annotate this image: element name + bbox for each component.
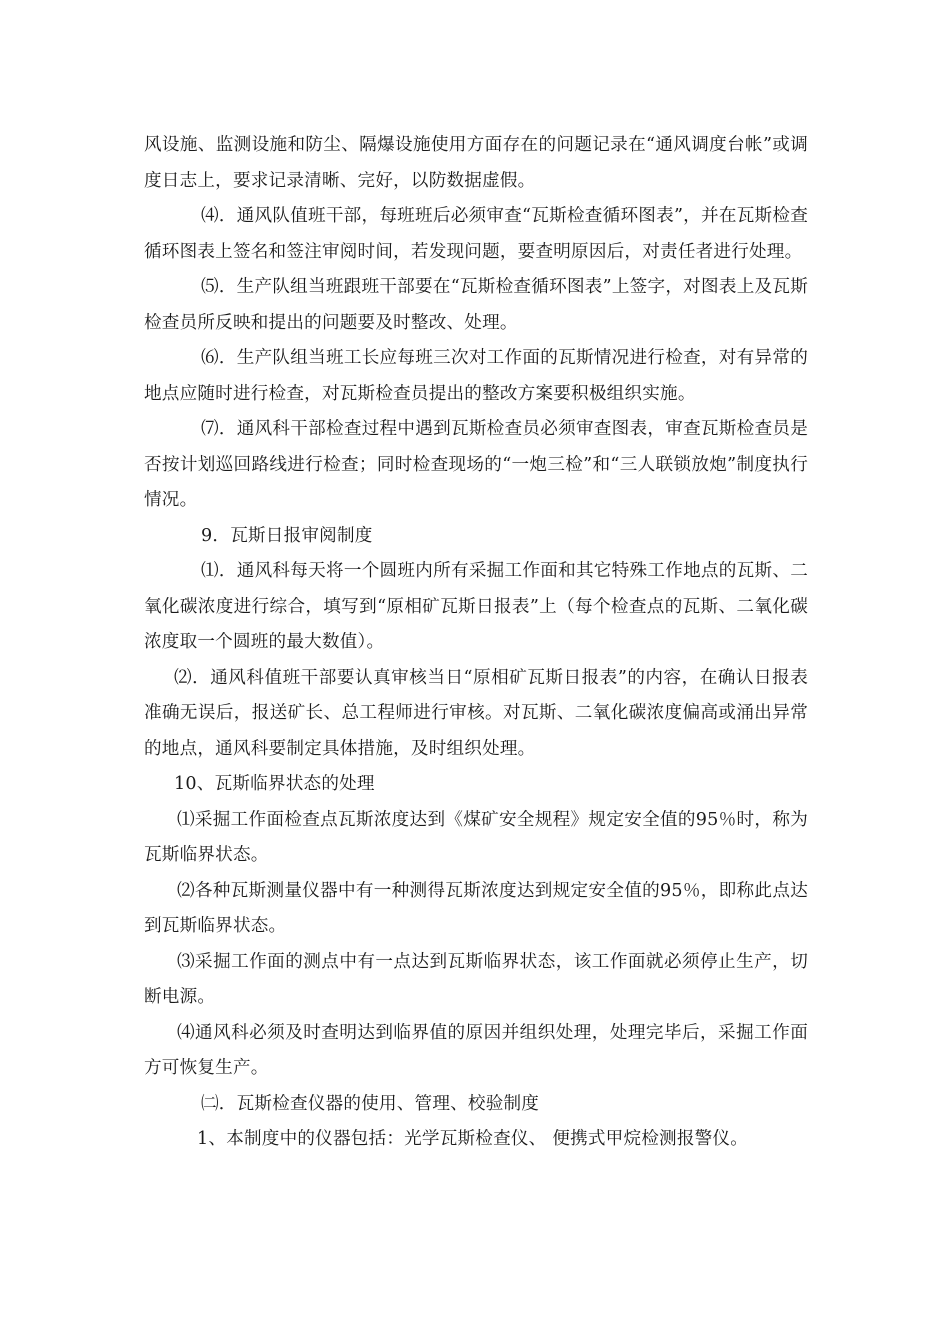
section-heading-10: 10、瓦斯临界状态的处理 (174, 774, 375, 794)
paragraph-instruments: 1、本制度中的仪器包括：光学瓦斯检查仪、 便携式甲烷检测报警仪。 (197, 1129, 749, 1149)
paragraph-9-item-2: ⑵．通风科值班干部要认真审核当日“原相矿瓦斯日报表”的内容，在确认日报表准确无误后，报送矿长、总工程师进行审核。对瓦斯、二氧化碳浓度偏高或涌出异常的地点，通风科要制定具体措施，及时组织处理。 (144, 667, 808, 759)
section-heading-9: 9．瓦斯日报审阅制度 (201, 525, 373, 546)
paragraph-item-4: ⑷．通风队值班干部，每班班后必须审查“瓦斯检查循环图表”，并在瓦斯检查循环图表上签名和签注审阅时间，若发现问题，要查明原因后，对责任者进行处理。 (144, 206, 808, 262)
paragraph-item-7: ⑺．通风科干部检查过程中遇到瓦斯检查员必须审查图表，审查瓦斯检查员是否按计划巡回路线进行检查；同时检查现场的“一炮三检”和“三人联锁放炮”制度执行情况。 (144, 419, 808, 510)
paragraph-10-item-1: ⑴采掘工作面检查点瓦斯浓度达到《煤矿安全规程》规定安全值的95％时，称为瓦斯临界状态。 (144, 809, 808, 865)
paragraph-continuation: 风设施、监测设施和防尘、隔爆设施使用方面存在的问题记录在“通风调度台帐”或调度日志上，要求记录清晰、完好，以防数据虚假。 (144, 135, 808, 191)
paragraph-10-item-2: ⑵各种瓦斯测量仪器中有一种测得瓦斯浓度达到规定安全值的95％，即称此点达到瓦斯临界状态。 (144, 880, 808, 936)
document-body (144, 128, 808, 1158)
paragraph-9-item-1: ⑴．通风科每天将一个圆班内所有采掘工作面和其它特殊工作地点的瓦斯、二氧化碳浓度进行综合，填写到“原相矿瓦斯日报表”上（每个检查点的瓦斯、二氧化碳浓度取一个圆班的最大数值）。 (144, 561, 808, 652)
paragraph-10-item-4: ⑷通风科必须及时查明达到临界值的原因并组织处理，处理完毕后，采掘工作面方可恢复生产。 (144, 1022, 808, 1078)
paragraph-item-6: ⑹．生产队组当班工长应每班三次对工作面的瓦斯情况进行检查，对有异常的地点应随时进行检查，对瓦斯检查员提出的整改方案要积极组织实施。 (144, 348, 808, 404)
paragraph-10-item-3: ⑶采掘工作面的测点中有一点达到瓦斯临界状态，该工作面就必须停止生产，切断电源。 (144, 951, 808, 1007)
paragraph-item-5: ⑸．生产队组当班跟班干部要在“瓦斯检查循环图表”上签字，对图表上及瓦斯检查员所反映和提出的问题要及时整改、处理。 (144, 277, 808, 333)
section-heading-2: ㈡．瓦斯检查仪器的使用、管理、校验制度 (201, 1093, 540, 1114)
